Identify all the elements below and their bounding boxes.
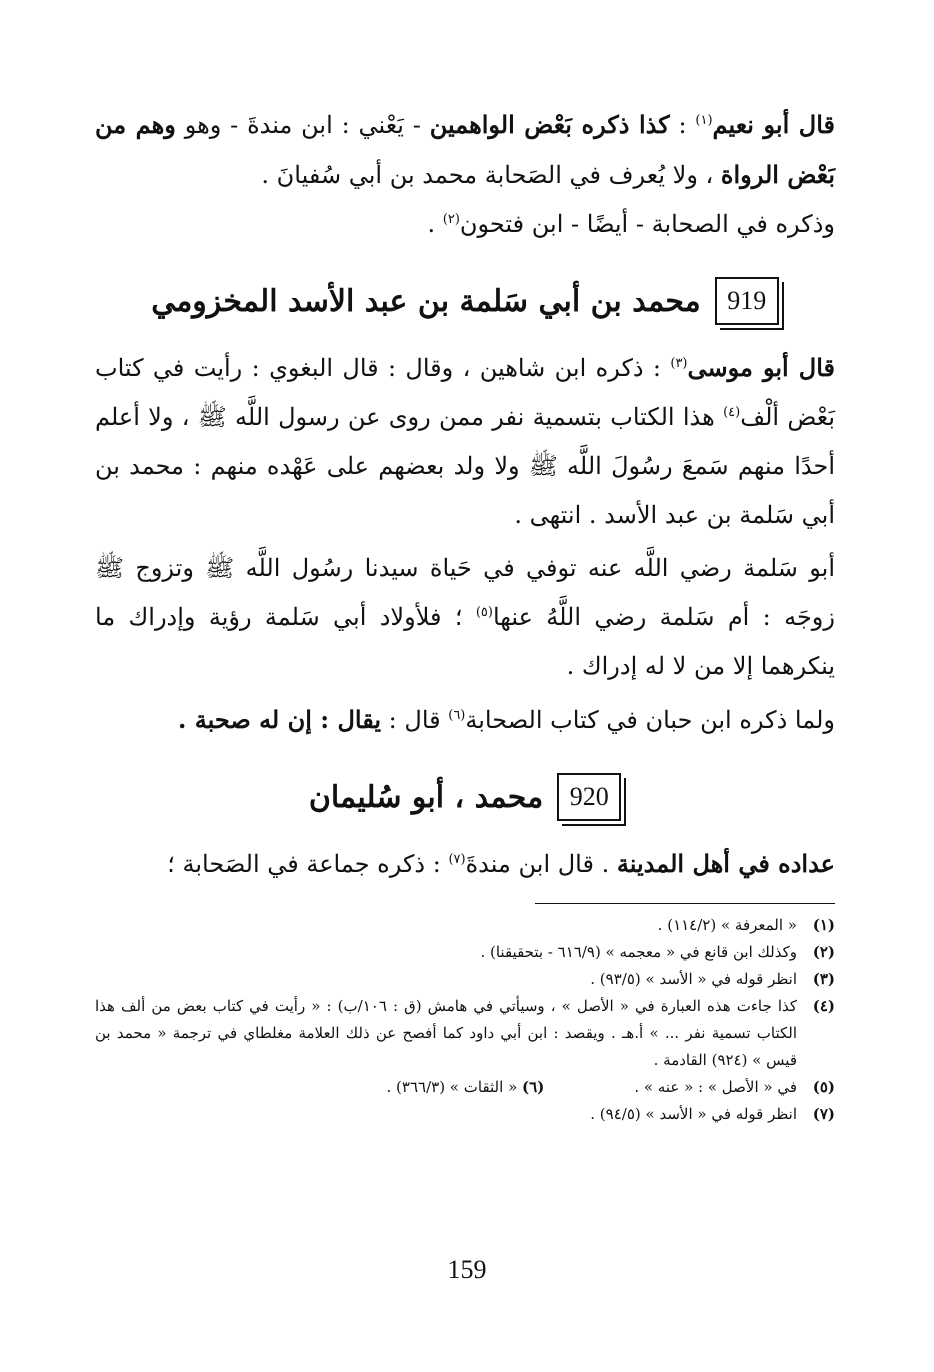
text-bold: كذا ذكره بَعْض الواهمين — [429, 110, 670, 139]
text: : ذكره جماعة في الصَحابة ؛ — [167, 850, 449, 878]
footnote-text: « المعرفة » (١١٤/٢) . — [657, 916, 797, 934]
paragraph-4 — [95, 544, 835, 691]
footnote-number: (٧) — [812, 1105, 835, 1123]
entry-heading-920 — [95, 765, 835, 829]
text: : ذكره ابن شاهين ، وقال : قال البغوي : رأيت في كتاب بَعْض ألْف — [95, 354, 835, 431]
footnote — [95, 1101, 835, 1128]
text: أبو سَلمة رضي اللَّه عنه توفي في حَياة سيدنا رسُول اللَّه ﷺ وتزوج ﷺ زوجَه : أم سَلمة رضي اللَّهُ عنها — [95, 554, 835, 631]
text: ؛ فلأولاد أبي سَلمة رؤية وإدراك ما ينكرهما إلا من لا له إدراك . — [95, 603, 835, 680]
footnote-ref: (١) — [695, 113, 713, 128]
footnote-ref: (٢) — [442, 212, 460, 227]
footnote-text: انظر قوله في « الأسد » (٩٤/٥) . — [590, 1105, 797, 1123]
text: - يَعْني : ابن مندةَ - وهو — [175, 111, 430, 139]
footnote-number: (٤) — [812, 997, 835, 1015]
footnote-text: في « الأصل » : « عنه » . — [634, 1078, 797, 1096]
footnote-number: (٥) — [812, 1078, 835, 1096]
footnote — [95, 1074, 835, 1101]
page-number: 159 — [447, 1255, 487, 1284]
footnote-number: (٦) — [522, 1078, 545, 1096]
footnote-ref: (٧) — [448, 852, 466, 867]
entry-number-box: 919 — [715, 277, 779, 325]
footnote-text: « الثقات » (٣٦٦/٣) . — [386, 1078, 518, 1096]
paragraph-3 — [95, 343, 835, 540]
text-bold: يقال : إن له صحبة . — [178, 705, 382, 734]
footnote-number: (١) — [812, 916, 835, 934]
footnote-ref: (٣) — [670, 356, 688, 371]
footnote-text: كذا جاءت هذه العبارة في « الأصل » ، وسيأتي في هامش (ق : ١٠٦/ب) : « رأيت في كتاب بعض من ألف هذا الكتاب تسمية نفر ... » أ.هـ . ويقصد : ابن أبي داود كما أفصح عن ذلك العلامة مغلطاي في ترجمة « محمد بن قيس » (٩٢٤) القادمة . — [95, 997, 797, 1069]
footnote-number: (٢) — [812, 943, 835, 961]
paragraph-5 — [95, 695, 835, 745]
text: قال : — [381, 706, 449, 734]
entry-heading-919 — [95, 269, 835, 333]
footnote-ref: (٦) — [448, 708, 466, 723]
footnote-ref: (٤) — [723, 405, 741, 420]
footnote-divider — [535, 903, 835, 904]
footnote-pair — [387, 1074, 797, 1101]
footnote — [95, 912, 835, 939]
text: . قال ابن مندةَ — [465, 850, 617, 878]
text-bold: قال أبو نعيم — [712, 110, 836, 139]
text-bold: وهم من بَعْض الرواة — [95, 110, 835, 189]
text: ، ولا يُعرف في الصَحابة محمد بن أبي سُفيانَ . — [261, 161, 721, 189]
page-body — [95, 100, 835, 1128]
footnote-number: (٣) — [812, 970, 835, 988]
footnote-ref: (٥) — [475, 605, 493, 620]
text: . — [427, 210, 443, 238]
entry-number-box: 920 — [557, 773, 621, 821]
text-bold: قال أبو موسى — [687, 353, 836, 382]
paragraph-6 — [95, 839, 835, 889]
footnote-inline — [387, 1074, 545, 1101]
paragraph-2 — [95, 200, 835, 249]
footnote — [95, 993, 835, 1074]
text: وذكره في الصحابة - أيضًا - ابن فتحون — [459, 210, 835, 238]
text: ولما ذكره ابن حبان في كتاب الصحابة — [465, 706, 835, 734]
text: : — [669, 111, 696, 139]
entry-title: محمد ، أبو سُليمان — [308, 779, 544, 815]
text-bold: عداده في أهل المدينة — [616, 849, 835, 878]
footnotes — [95, 912, 835, 1128]
paragraph-1 — [95, 100, 835, 200]
entry-title: محمد بن أبي سَلمة بن عبد الأسد المخزومي — [151, 283, 701, 319]
footnote — [95, 939, 835, 966]
text: هذا الكتاب بتسمية نفر ممن روى عن رسول اللَّه ﷺ ، ولا أعلم أحدًا منهم سَمعَ رسُولَ اللَّه ﷺ ولا ولد بعضهم على عَهْده منهم : محمد بن أبي سَلمة بن عبد الأسد . انتهى . — [95, 403, 835, 529]
footnote-text: وكذلك ابن قانع في « معجمه » (٦١٦/٩ - بتحقيقنا) . — [480, 943, 797, 961]
footnote-text: انظر قوله في « الأسد » (٩٣/٥) . — [590, 970, 797, 988]
footnote — [95, 966, 835, 993]
